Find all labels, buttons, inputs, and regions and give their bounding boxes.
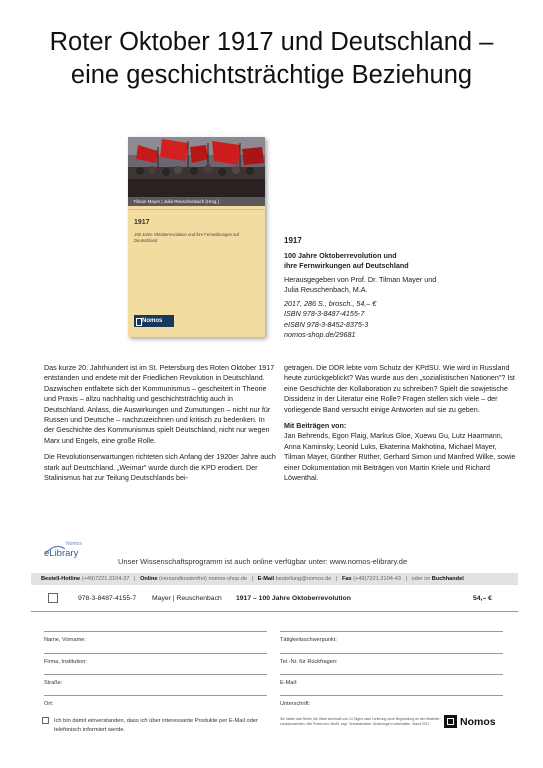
bookstore-prefix: oder im	[411, 576, 431, 582]
signature-field-label: Unterschrift:	[280, 701, 311, 707]
cover-title: 1917	[134, 219, 150, 226]
name-field[interactable]	[44, 637, 267, 643]
fax-value: (+49)7221.2104-43	[353, 576, 401, 582]
elibrary-brand: eLibrary	[44, 548, 79, 559]
field-line	[44, 631, 267, 632]
body-paragraph: Das kurze 20. Jahrhundert ist im St. Petersburg des Roten Oktober 1917 entstanden und endete mit der Friedlichen Revolution in Deutschland. Dazwischen entfaltete sich der Kommunismus – gescheitert in Theorie und Praxis – allzu nachhaltig und geschichtsträchtig auch in Deutschland. Anlass, die Auswirkungen und Zumutungen – nicht nur für Russen und Deutsche – nachzuzeichnen und kritisch zu bedenken. In der Geschichte des Kommunismus spielt Deutschland, nicht nur wegen Marx und Engels, eine große Rolle.	[44, 364, 275, 445]
elibrary-tagline[interactable]: Unser Wissenschaftsprogramm ist auch online verfügbar unter: www.nomos-elibrary.de	[118, 557, 408, 566]
order-item-checkbox[interactable]	[48, 593, 58, 603]
book-editors-line-1: Herausgegeben von Prof. Dr. Tilman Mayer und	[284, 274, 437, 284]
bookstore-label: Buchhandel	[431, 576, 464, 582]
contributors-list: Jan Behrends, Egon Flaig, Markus Gloe, Xuewu Gu, Lutz Haarmann, Anna Kaminsky, Leonid Luks, Ekaterina Makhotina, Michael Mayer, Tilman Mayer, Günther Rüther, Gerhard Simon und Manfred Wilke, sowie einer Dokumentation mit Beiträgen von Martin Kriele und Richard Löwenthal.	[284, 432, 516, 483]
email-field-label: E-Mail:	[280, 680, 298, 686]
order-item-authors: Mayer | Reuschenbach	[152, 595, 222, 602]
cover-authors: Tilman Mayer | Julia Reuschenbach [Hrsg.]	[128, 197, 265, 206]
body-paragraph: getragen. Die DDR lebte vom Schutz der KPdSU. Wie wird in Russland heute zurückgeblickt? Was wurde aus den „sozialistischen Nationen"? Ist eine Geschichte der Kollaboration zu schreiben? Spielt die sowjetische Dissidenz in der Literatur eine Rolle? Fragen stellen sich viele – der vorliegende Band versucht einige Antworten auf sie zu geben.	[284, 364, 515, 414]
order-item-row	[31, 591, 518, 606]
email-field[interactable]	[280, 680, 503, 686]
order-item-isbn: 978-3-8487-4155-7	[78, 595, 137, 602]
company-field[interactable]	[44, 659, 267, 665]
cover-publisher-logo: Nomos	[134, 315, 174, 327]
phone-field[interactable]	[280, 659, 503, 665]
online-value[interactable]: (versandkostenfrei) nomos-shop.de	[159, 576, 248, 582]
name-field-label: Name, Vorname:	[44, 637, 86, 643]
book-cover	[128, 137, 265, 337]
book-editors-line-2: Julia Reuschenbach, M.A.	[284, 285, 368, 294]
field-line	[280, 695, 503, 696]
book-title: 1917	[284, 236, 302, 245]
order-item-title: 1917 – 100 Jahre Oktoberrevolution	[236, 595, 351, 602]
activity-field-label: Tätigkeitsschwerpunkt:	[280, 637, 337, 643]
nomos-logo	[444, 714, 504, 730]
online-label: Online	[140, 576, 158, 582]
cover-subtitle: 100 Jahre Oktoberrevolution und ihre Fernwirkungen auf Deutschland	[134, 232, 239, 243]
fax-label: Fax	[341, 576, 352, 582]
nomos-wordmark: Nomos	[460, 716, 496, 728]
email-label: E-Mail	[257, 576, 275, 582]
body-paragraph: Die Revolutionserwartungen richteten sich Anfang der 1920er Jahre auch stark auf Deutschland. „Weimar" wurde durch die KPD erodiert. Der Stalinismus hat zur Teilung Deutschlands bei-	[44, 453, 276, 483]
hotline-phone: (+49)7221.2104-37	[81, 576, 130, 582]
hotline-label: Bestell-Hotline	[41, 576, 81, 582]
contributors-heading: Mit Beiträgen von:	[284, 422, 347, 431]
field-line	[280, 674, 503, 675]
field-line	[44, 695, 267, 696]
book-eisbn: eISBN 978-3-8452-8375-3	[284, 319, 369, 329]
book-info	[284, 236, 514, 341]
cover-divider	[128, 209, 265, 210]
nomos-mark-icon	[444, 715, 457, 728]
title-line-1: Roter Oktober 1917 und Deutschland –	[49, 28, 494, 56]
field-line	[44, 653, 267, 654]
phone-field-label: Tel.-Nr. für Rückfragen:	[280, 659, 338, 665]
title-line-2: eine geschichtsträchtige Beziehung	[70, 61, 473, 89]
consent-option[interactable]	[42, 717, 272, 734]
book-subtitle-line-2: ihre Fernwirkungen auf Deutschland	[284, 261, 409, 270]
street-field-label: Straße:	[44, 680, 63, 686]
book-shop-link[interactable]: nomos-shop.de/29681	[284, 330, 356, 339]
order-hotline-bar: Bestell-Hotline (+49)7221.2104-37 | Online (versandkostenfrei) nomos-shop.de | E-Mail bestellung@nomos.de | Fax (+49)7221.2104-43 | oder im Buchhandel	[31, 573, 518, 585]
consent-checkbox[interactable]	[42, 717, 49, 724]
body-column-left	[44, 363, 276, 489]
field-line	[280, 631, 503, 632]
field-line	[44, 674, 267, 675]
book-isbn: ISBN 978-3-8487-4155-7	[284, 309, 365, 318]
fine-print: Sie haben das Recht, die Ware innerhalb von 14 Tagen nach Lieferung ohne Begründung an den Besteller zurückzusenden. Alle Preise inkl. MwSt. zzgl. Versandkosten. Änderungen vorbehalten. Stand 2017.	[280, 717, 440, 726]
order-item-price: 54,– €	[473, 595, 492, 602]
elibrary-brand-small: Nomos	[66, 541, 82, 547]
field-line	[280, 653, 503, 654]
book-subtitle-line-1: 100 Jahre Oktoberrevolution und	[284, 250, 397, 260]
street-field[interactable]	[44, 680, 267, 686]
company-field-label: Firma, Institution:	[44, 659, 87, 665]
signature-field[interactable]	[280, 701, 503, 707]
order-divider	[31, 611, 518, 612]
consent-text: Ich bin damit einverstanden, dass ich über interessante Produkte per E-Mail oder telefonisch informiert werde.	[54, 718, 258, 733]
book-facts: 2017, 286 S., brosch., 54,– €	[284, 298, 377, 308]
body-column-right	[284, 363, 516, 489]
city-field[interactable]	[44, 701, 267, 707]
city-field-label: Ort:	[44, 701, 54, 707]
email-value[interactable]: bestellung@nomos.de	[275, 576, 332, 582]
activity-field[interactable]	[280, 637, 503, 643]
cover-photo-image	[128, 137, 265, 197]
cover-photo	[128, 137, 265, 197]
page-title	[0, 26, 543, 92]
